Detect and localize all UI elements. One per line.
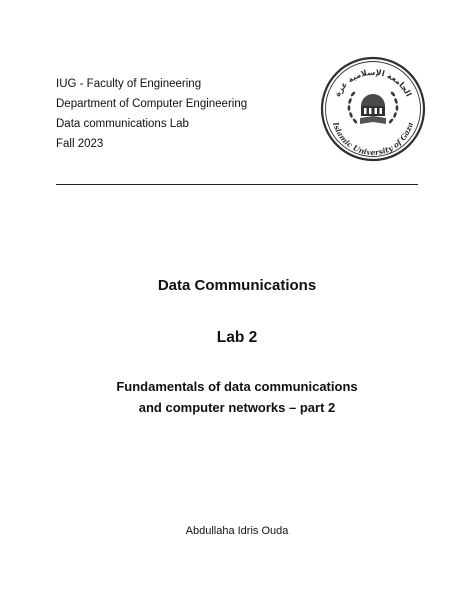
author-name: Abdullaha Idris Ouda — [185, 525, 289, 537]
seal-arabic-text: الجامعة الإسلامية غزة — [332, 67, 414, 99]
lab-subtitle — [0, 376, 474, 418]
university-seal-logo — [320, 56, 426, 162]
seal-latin-text: Islamic University of Gaza — [331, 121, 415, 158]
faculty-line: IUG - Faculty of Engineering — [56, 78, 202, 90]
header-divider — [56, 184, 418, 185]
subtitle-line-1: Fundamentals of data communications — [116, 379, 358, 394]
header-block — [56, 74, 247, 154]
course-title: Data Communications — [157, 277, 317, 294]
department-line: Department of Computer Engineering — [56, 98, 248, 110]
subtitle-line-2: and computer networks – part 2 — [138, 400, 336, 415]
svg-text:الجامعة الإسلامية غزة — [333, 68, 413, 98]
lab-name-line: Data communications Lab — [56, 118, 189, 130]
semester-line: Fall 2023 — [56, 138, 104, 150]
lab-title: Lab 2 — [216, 329, 258, 346]
